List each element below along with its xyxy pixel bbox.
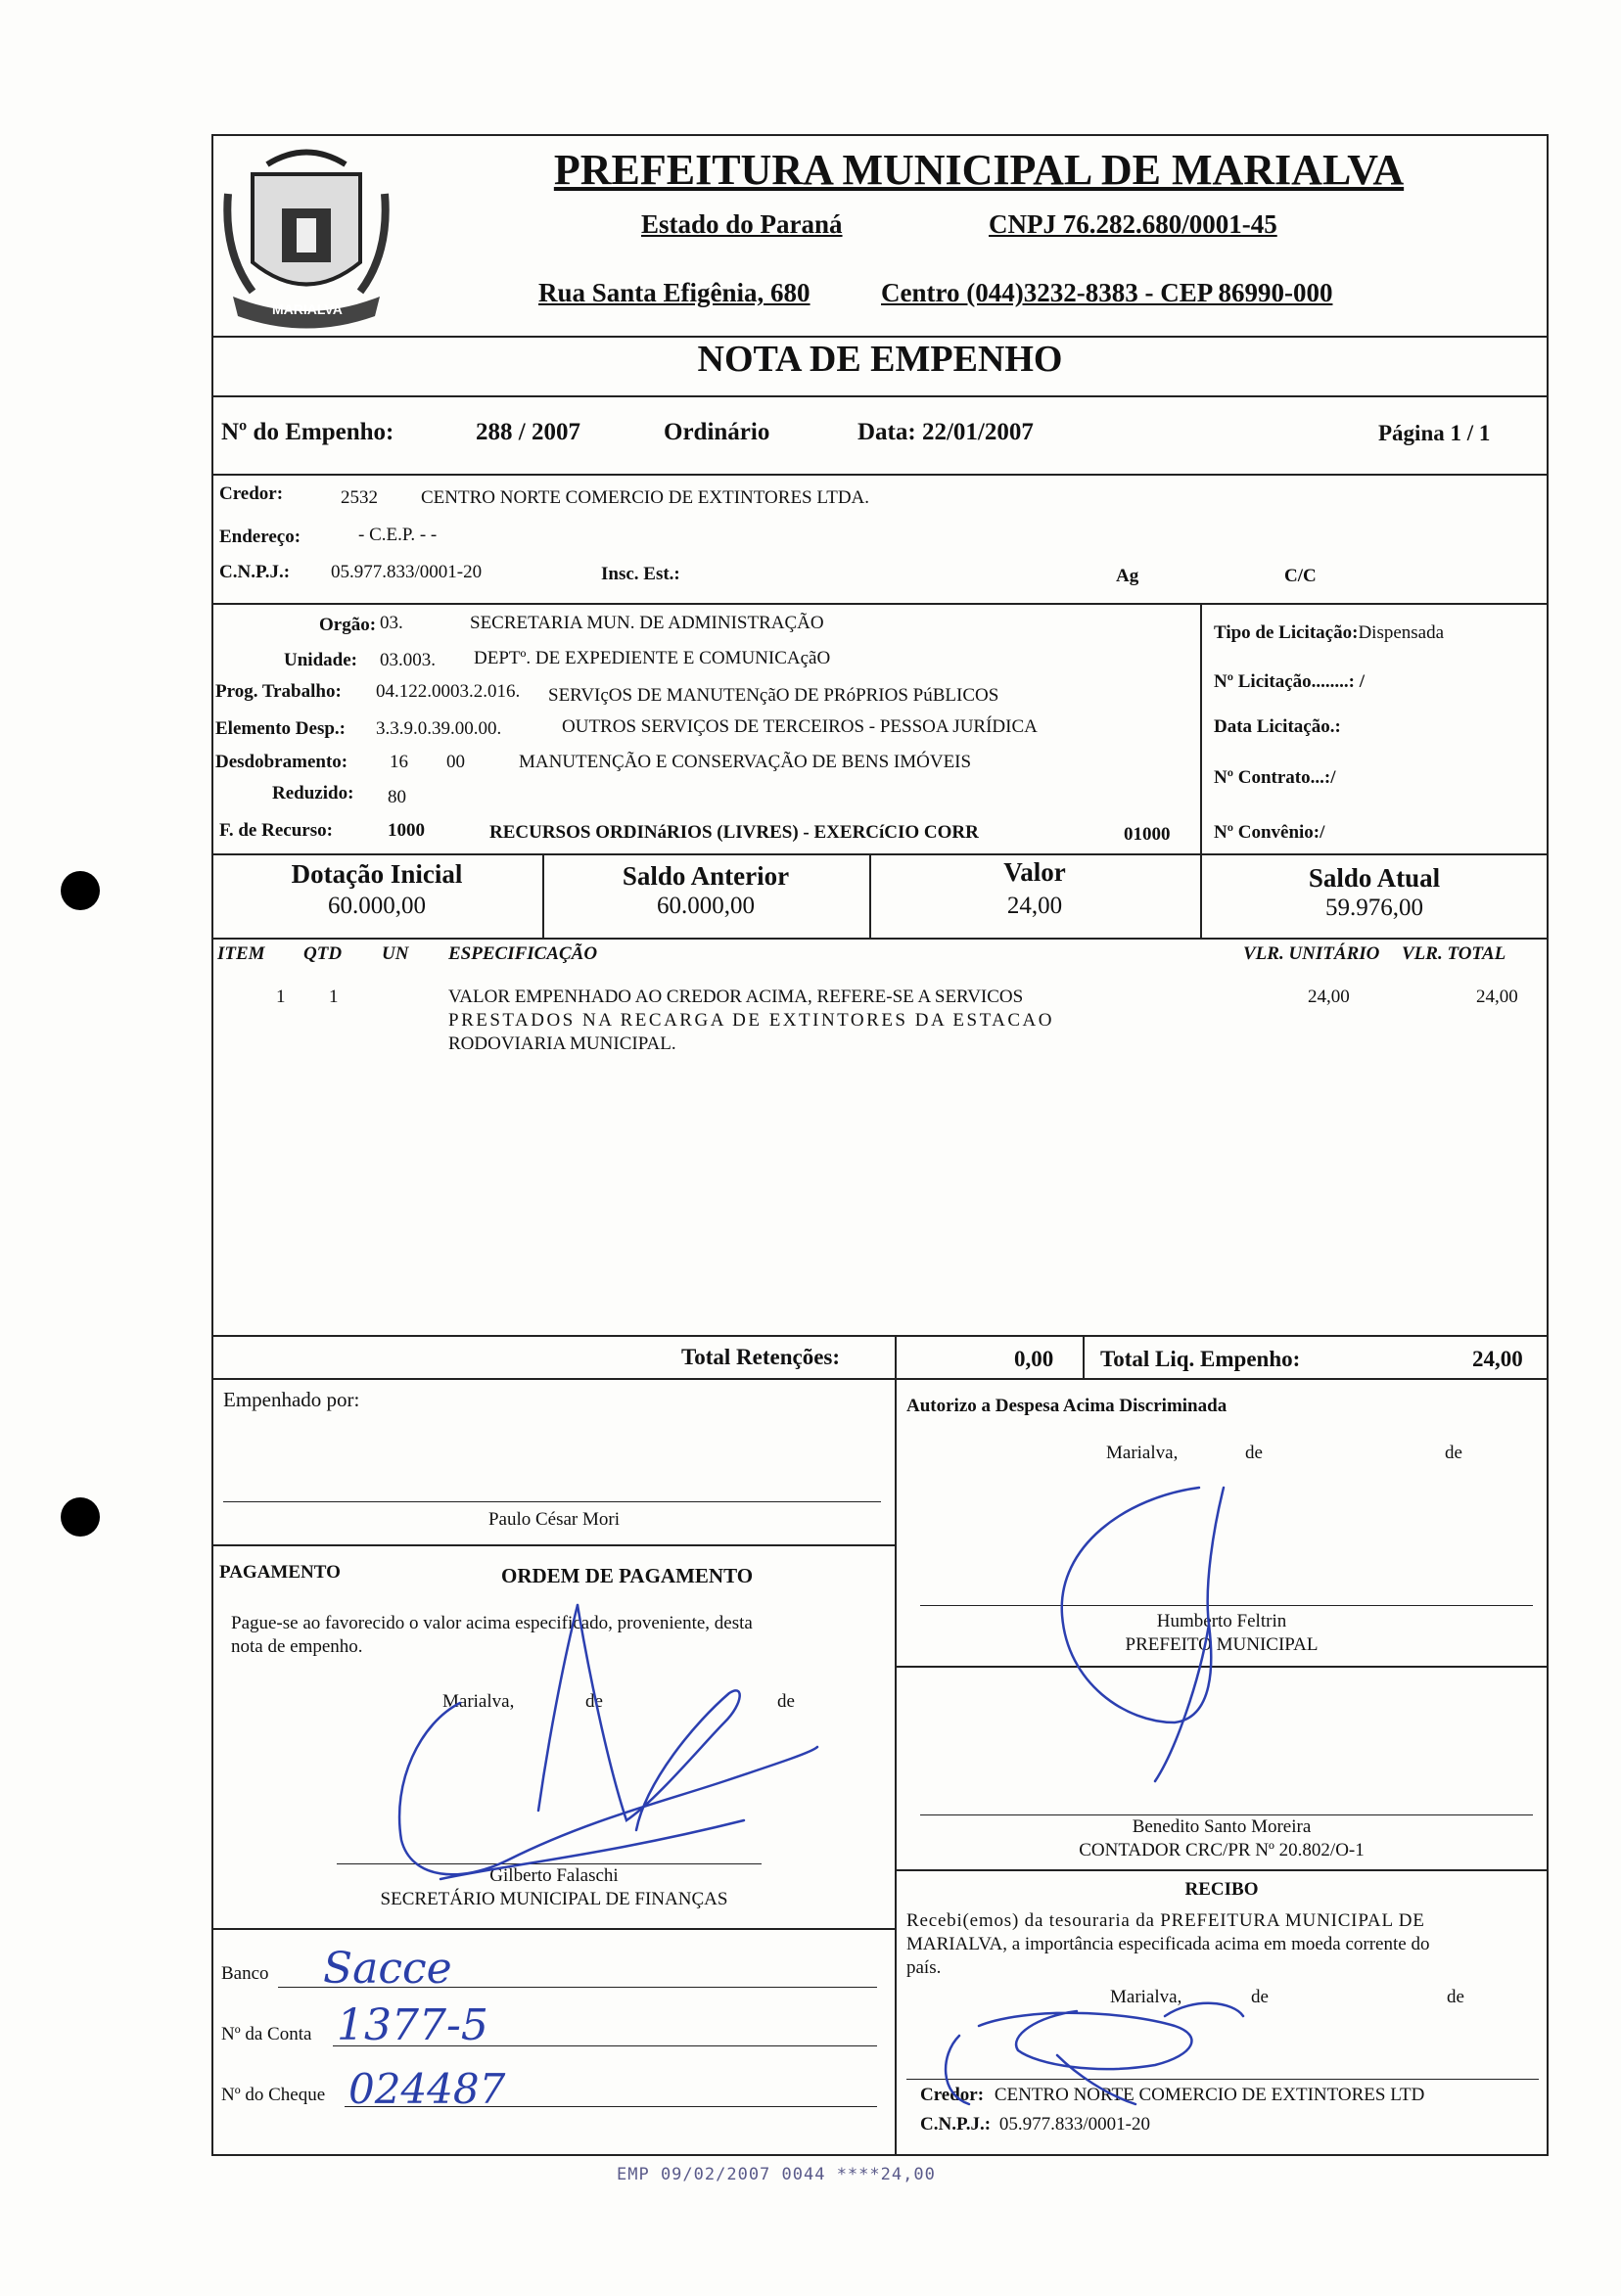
licitacao-number: Nº Licitação........: /: [1214, 671, 1366, 692]
credor-name: CENTRO NORTE COMERCIO DE EXTINTORES LTDA.: [421, 487, 870, 508]
state-name: Estado do Paraná: [641, 209, 843, 239]
ordem-pagamento-label: ORDEM DE PAGAMENTO: [501, 1564, 754, 1587]
endereco-value: - C.E.P. - -: [358, 525, 438, 545]
recibo-city: Marialva,: [1110, 1987, 1182, 2007]
municipal-contact: Centro (044)3232-8383 - CEP 86990-000: [881, 278, 1333, 307]
saldo-anterior-label: Saldo Anterior: [622, 861, 790, 891]
contador-role: CONTADOR CRC/PR Nº 20.802/O-1: [1079, 1840, 1365, 1860]
secretario-name: Gilberto Falaschi: [489, 1865, 619, 1886]
empenhado-name: Paulo César Mori: [487, 1509, 621, 1530]
pagamento-de-2: de: [777, 1691, 795, 1712]
pagamento-text-1: Pague-se ao favorecido o valor acima especificado, proveniente, desta: [231, 1613, 753, 1633]
secretario-role: SECRETÁRIO MUNICIPAL DE FINANÇAS: [380, 1889, 728, 1909]
col-valor-total: VLR. TOTAL: [1402, 943, 1506, 964]
recibo-text-3: país.: [906, 1957, 942, 1978]
row-valor-unitario: 24,00: [1308, 987, 1350, 1007]
desdobramento-a: 16: [390, 752, 408, 772]
contador-name: Benedito Santo Moreira: [1132, 1816, 1312, 1837]
processing-stamp: EMP 09/02/2007 0044 ****24,00: [617, 2165, 936, 2184]
elemento-name: OUTROS SERVIÇOS DE TERCEIROS - PESSOA JURÍDICA: [562, 716, 1038, 737]
cnpj-value: 05.977.833/0001-20: [331, 562, 483, 582]
page-title: PREFEITURA MUNICIPAL DE MARIALVA: [553, 146, 1405, 194]
recibo-credor-label: Credor:: [920, 2085, 985, 2105]
unidade-code: 03.003.: [380, 650, 436, 670]
row-valor-total: 24,00: [1476, 987, 1518, 1007]
prog-trabalho-name: SERVIçOS DE MANUTENçãO DE PRóPRIOS PúBLICOS: [548, 685, 999, 706]
recibo-credor-value: CENTRO NORTE COMERCIO DE EXTINTORES LTD: [994, 2085, 1425, 2105]
liquido-value: 24,00: [1472, 1347, 1523, 1371]
endereco-label: Endereço:: [219, 527, 301, 547]
row-qtd: 1: [329, 987, 339, 1007]
empenhado-label: Empenhado por:: [223, 1388, 360, 1411]
orgao-label: Orgão:: [319, 615, 377, 635]
dotacao-value: 60.000,00: [328, 893, 426, 919]
prog-trabalho-code: 04.122.0003.2.016.: [376, 681, 521, 702]
conta-value: 1377-5: [337, 2000, 488, 2050]
col-qtd: QTD: [303, 943, 343, 964]
autorizo-city: Marialva,: [1106, 1443, 1179, 1463]
document-title: NOTA DE EMPENHO: [697, 339, 1063, 380]
conta-corrente-label: C/C: [1284, 566, 1317, 586]
contract-number: Nº Contrato...:/: [1214, 767, 1336, 788]
pagamento-label: PAGAMENTO: [219, 1562, 341, 1583]
banco-value: Sacce: [323, 1944, 452, 1994]
convenio-number: Nº Convênio:/: [1214, 822, 1325, 843]
cnpj-label: C.N.P.J.:: [219, 562, 291, 582]
cheque-label: Nº do Cheque: [221, 2085, 326, 2105]
licitacao-type-value: Dispensada: [1358, 622, 1445, 643]
col-un: UN: [382, 943, 409, 964]
autorizo-label: Autorizo a Despesa Acima Discriminada: [906, 1396, 1227, 1416]
recibo-text-1: Recebi(emos) da tesouraria da PREFEITURA MUNICIPAL DE: [906, 1910, 1425, 1931]
row-line-2: PRESTADOS NA RECARGA DE EXTINTORES DA ESTACAO: [448, 1010, 1054, 1031]
desdobramento-name: MANUTENÇÃO E CONSERVAÇÃO DE BENS IMÓVEIS: [519, 752, 972, 772]
conta-label: Nº da Conta: [221, 2024, 312, 2044]
col-especificacao: ESPECIFICAÇÃO: [448, 943, 598, 964]
municipal-cnpj: CNPJ 76.282.680/0001-45: [989, 209, 1277, 239]
autorizo-de-1: de: [1245, 1443, 1263, 1463]
pagamento-city: Marialva,: [442, 1691, 515, 1712]
col-valor-unitario: VLR. UNITÁRIO: [1243, 943, 1380, 964]
empenho-number: 288 / 2007: [476, 419, 580, 445]
elemento-label: Elemento Desp.:: [215, 718, 346, 739]
autorizo-de-2: de: [1445, 1443, 1462, 1463]
orgao-name: SECRETARIA MUN. DE ADMINISTRAÇÃO: [470, 613, 824, 633]
retencoes-label: Total Retenções:: [681, 1345, 841, 1369]
prefeito-name: Humberto Feltrin: [1156, 1611, 1287, 1631]
recibo-title: RECIBO: [1184, 1879, 1259, 1900]
reduzido-label: Reduzido:: [272, 783, 354, 804]
saldo-anterior-value: 60.000,00: [657, 893, 755, 919]
recibo-de-1: de: [1251, 1987, 1269, 2007]
insc-est-label: Insc. Est.:: [601, 564, 680, 584]
municipal-address: Rua Santa Efigênia, 680: [538, 278, 810, 307]
empenho-label: Nº do Empenho:: [221, 419, 394, 445]
pagamento-de-1: de: [585, 1691, 603, 1712]
cheque-value: 024487: [348, 2065, 506, 2113]
prog-trabalho-label: Prog. Trabalho:: [215, 681, 342, 702]
empenho-date: Data: 22/01/2007: [857, 419, 1034, 445]
recurso-name: RECURSOS ORDINáRIOS (LIVRES) - EXERCíCIO CORR: [489, 822, 979, 843]
credor-code: 2532: [341, 487, 378, 508]
agencia-label: Ag: [1116, 566, 1139, 586]
unidade-name: DEPTº. DE EXPEDIENTE E COMUNICAçãO: [474, 648, 831, 668]
recibo-text-2: MARIALVA, a importância especificada acima em moeda corrente do: [906, 1934, 1430, 1954]
recibo-de-2: de: [1447, 1987, 1464, 2007]
unidade-label: Unidade:: [284, 650, 357, 670]
empenho-type: Ordinário: [664, 419, 770, 445]
licitacao-date: Data Licitação.:: [1214, 716, 1341, 737]
row-item: 1: [276, 987, 286, 1007]
pagamento-text-2: nota de empenho.: [231, 1636, 363, 1657]
reduzido-value: 80: [388, 787, 406, 807]
saldo-atual-value: 59.976,00: [1325, 895, 1423, 921]
valor-value: 24,00: [1006, 893, 1063, 919]
recurso-code-2: 01000: [1124, 824, 1171, 845]
recibo-cnpj-value: 05.977.833/0001-20: [998, 2114, 1150, 2135]
row-line-3: RODOVIARIA MUNICIPAL.: [448, 1033, 676, 1054]
row-line-1: VALOR EMPENHADO AO CREDOR ACIMA, REFERE-SE A SERVICOS: [448, 987, 1024, 1007]
elemento-code: 3.3.9.0.39.00.00.: [376, 718, 502, 739]
desdobramento-b: 00: [446, 752, 465, 772]
dotacao-label: Dotação Inicial: [291, 859, 463, 889]
page-number: Página 1 / 1: [1378, 421, 1491, 445]
desdobramento-label: Desdobramento:: [215, 752, 348, 772]
recurso-label: F. de Recurso:: [219, 820, 333, 841]
recurso-code: 1000: [388, 820, 425, 841]
licitacao-type-label: Tipo de Licitação:: [1214, 622, 1359, 643]
col-item: ITEM: [217, 943, 265, 964]
credor-label: Credor:: [219, 483, 284, 504]
recibo-cnpj-label: C.N.P.J.:: [920, 2114, 992, 2135]
crest-banner-text: MARIALVA: [272, 301, 343, 317]
valor-label: Valor: [1003, 857, 1066, 887]
retencoes-value: 0,00: [1014, 1347, 1054, 1371]
prefeito-role: PREFEITO MUNICIPAL: [1125, 1634, 1319, 1655]
banco-label: Banco: [221, 1963, 269, 1984]
saldo-atual-label: Saldo Atual: [1308, 863, 1441, 893]
orgao-code: 03.: [380, 613, 403, 633]
liquido-label: Total Liq. Empenho:: [1100, 1347, 1301, 1371]
